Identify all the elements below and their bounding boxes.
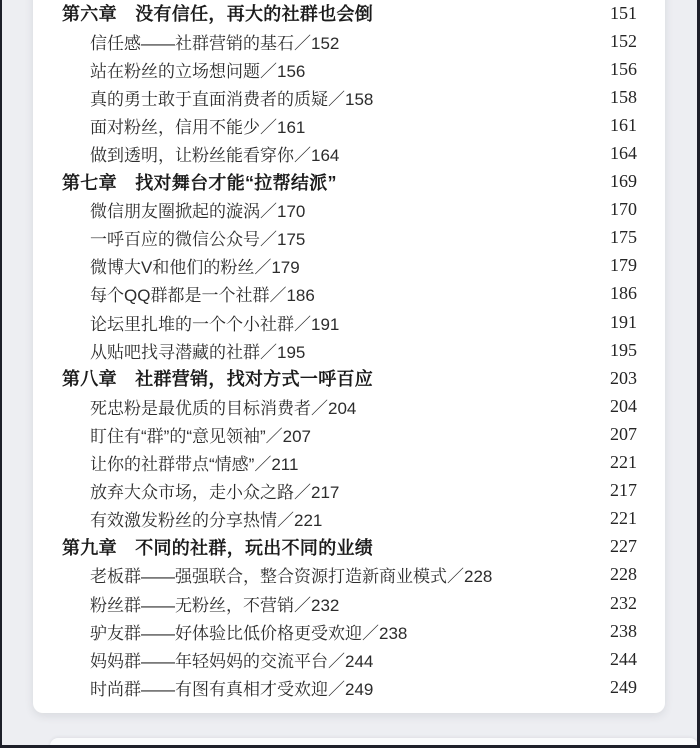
toc-chapter-row	[62, 168, 637, 196]
toc-entry-text: 粉丝群——无粉丝，不营销／232	[90, 595, 340, 615]
toc-entry-text: 论坛里扎堆的一个个小社群／191	[90, 314, 340, 334]
toc-item-row	[62, 617, 637, 645]
toc-entry-text: 真的勇士敢于直面消费者的质疑／158	[90, 89, 374, 109]
toc-item-row	[62, 673, 637, 701]
toc-entry-text: 第九章 不同的社群，玩出不同的业绩	[62, 537, 374, 558]
toc-entry-page-number: 161	[610, 114, 637, 135]
table-of-contents	[33, 0, 665, 701]
toc-chapter-row	[62, 533, 637, 561]
toc-item-row	[62, 111, 637, 139]
toc-item-row	[62, 336, 637, 364]
toc-entry-page-number: 191	[610, 311, 637, 332]
toc-item-row	[62, 308, 637, 336]
toc-entry-text: 信任感——社群营销的基石／152	[90, 33, 340, 53]
toc-entry-text: 微博大V和他们的粉丝／179	[90, 258, 300, 278]
toc-item-row	[62, 280, 637, 308]
toc-entry-text: 从贴吧找寻潜藏的社群／195	[90, 342, 306, 362]
toc-entry-text: 每个QQ群都是一个社群／186	[90, 286, 315, 306]
toc-entry-page-number: 244	[610, 648, 637, 669]
toc-entry-page-number: 186	[610, 283, 637, 304]
toc-entry-text: 驴友群——好体验比低价格更受欢迎／238	[90, 623, 408, 643]
toc-entry-text: 面对粉丝，信用不能少／161	[90, 117, 306, 137]
toc-entry-text: 有效激发粉丝的分享热情／221	[90, 511, 323, 531]
toc-chapter-row	[62, 364, 637, 392]
toc-entry-text: 站在粉丝的立场想问题／156	[90, 61, 306, 81]
toc-entry-page-number: 249	[610, 676, 637, 697]
toc-entry-page-number: 207	[610, 423, 637, 444]
toc-entry-page-number: 175	[610, 227, 637, 248]
toc-entry-text: 时尚群——有图有真相才受欢迎／249	[90, 679, 374, 699]
toc-entry-text: 死忠粉是最优质的目标消费者／204	[90, 398, 357, 418]
screenshot-border-left	[0, 0, 2, 748]
toc-item-row	[62, 224, 637, 252]
toc-item-row	[62, 645, 637, 673]
toc-entry-page-number: 217	[610, 480, 637, 501]
toc-item-row	[62, 449, 637, 477]
toc-entry-page-number: 170	[610, 199, 637, 220]
toc-entry-page-number: 151	[610, 2, 637, 23]
toc-item-row	[62, 83, 637, 111]
toc-page-card	[33, 0, 665, 713]
toc-entry-text: 做到透明，让粉丝能看穿你／164	[90, 146, 340, 166]
toc-entry-page-number: 221	[610, 508, 637, 529]
toc-item-row	[62, 55, 637, 83]
toc-item-row	[62, 27, 637, 55]
toc-entry-text: 妈妈群——年轻妈妈的交流平台／244	[90, 651, 374, 671]
toc-entry-text: 放弃大众市场，走小众之路／217	[90, 483, 340, 503]
toc-item-row	[62, 392, 637, 420]
toc-entry-page-number: 195	[610, 339, 637, 360]
toc-item-row	[62, 139, 637, 167]
toc-item-row	[62, 589, 637, 617]
toc-entry-page-number: 169	[610, 171, 637, 192]
toc-chapter-row	[62, 0, 637, 27]
toc-entry-text: 第六章 没有信任，再大的社群也会倒	[62, 4, 374, 25]
toc-entry-page-number: 221	[610, 452, 637, 473]
toc-entry-page-number: 203	[610, 367, 637, 388]
toc-entry-page-number: 238	[610, 620, 637, 641]
toc-entry-page-number: 227	[610, 536, 637, 557]
toc-entry-text: 让你的社群带点“情感”／211	[90, 455, 299, 475]
toc-entry-page-number: 179	[610, 255, 637, 276]
toc-entry-text: 微信朋友圈掀起的漩涡／170	[90, 202, 306, 222]
toc-entry-text: 盯住有“群”的“意见领袖”／207	[90, 426, 312, 446]
toc-entry-page-number: 164	[610, 143, 637, 164]
toc-item-row	[62, 477, 637, 505]
toc-entry-page-number: 228	[610, 564, 637, 585]
toc-item-row	[62, 252, 637, 280]
toc-entry-page-number: 232	[610, 592, 637, 613]
toc-entry-text: 第七章 找对舞台才能“拉帮结派”	[62, 172, 337, 193]
toc-entry-text: 第八章 社群营销，找对方式一呼百应	[62, 369, 374, 390]
toc-item-row	[62, 196, 637, 224]
toc-entry-text: 老板群——强强联合，整合资源打造新商业模式／228	[90, 567, 493, 587]
toc-entry-page-number: 204	[610, 395, 637, 416]
toc-entry-page-number: 158	[610, 86, 637, 107]
toc-item-row	[62, 420, 637, 448]
toc-entry-page-number: 152	[610, 30, 637, 51]
toc-entry-page-number: 156	[610, 58, 637, 79]
toc-item-row	[62, 505, 637, 533]
toc-entry-text: 一呼百应的微信公众号／175	[90, 230, 306, 250]
toc-item-row	[62, 561, 637, 589]
